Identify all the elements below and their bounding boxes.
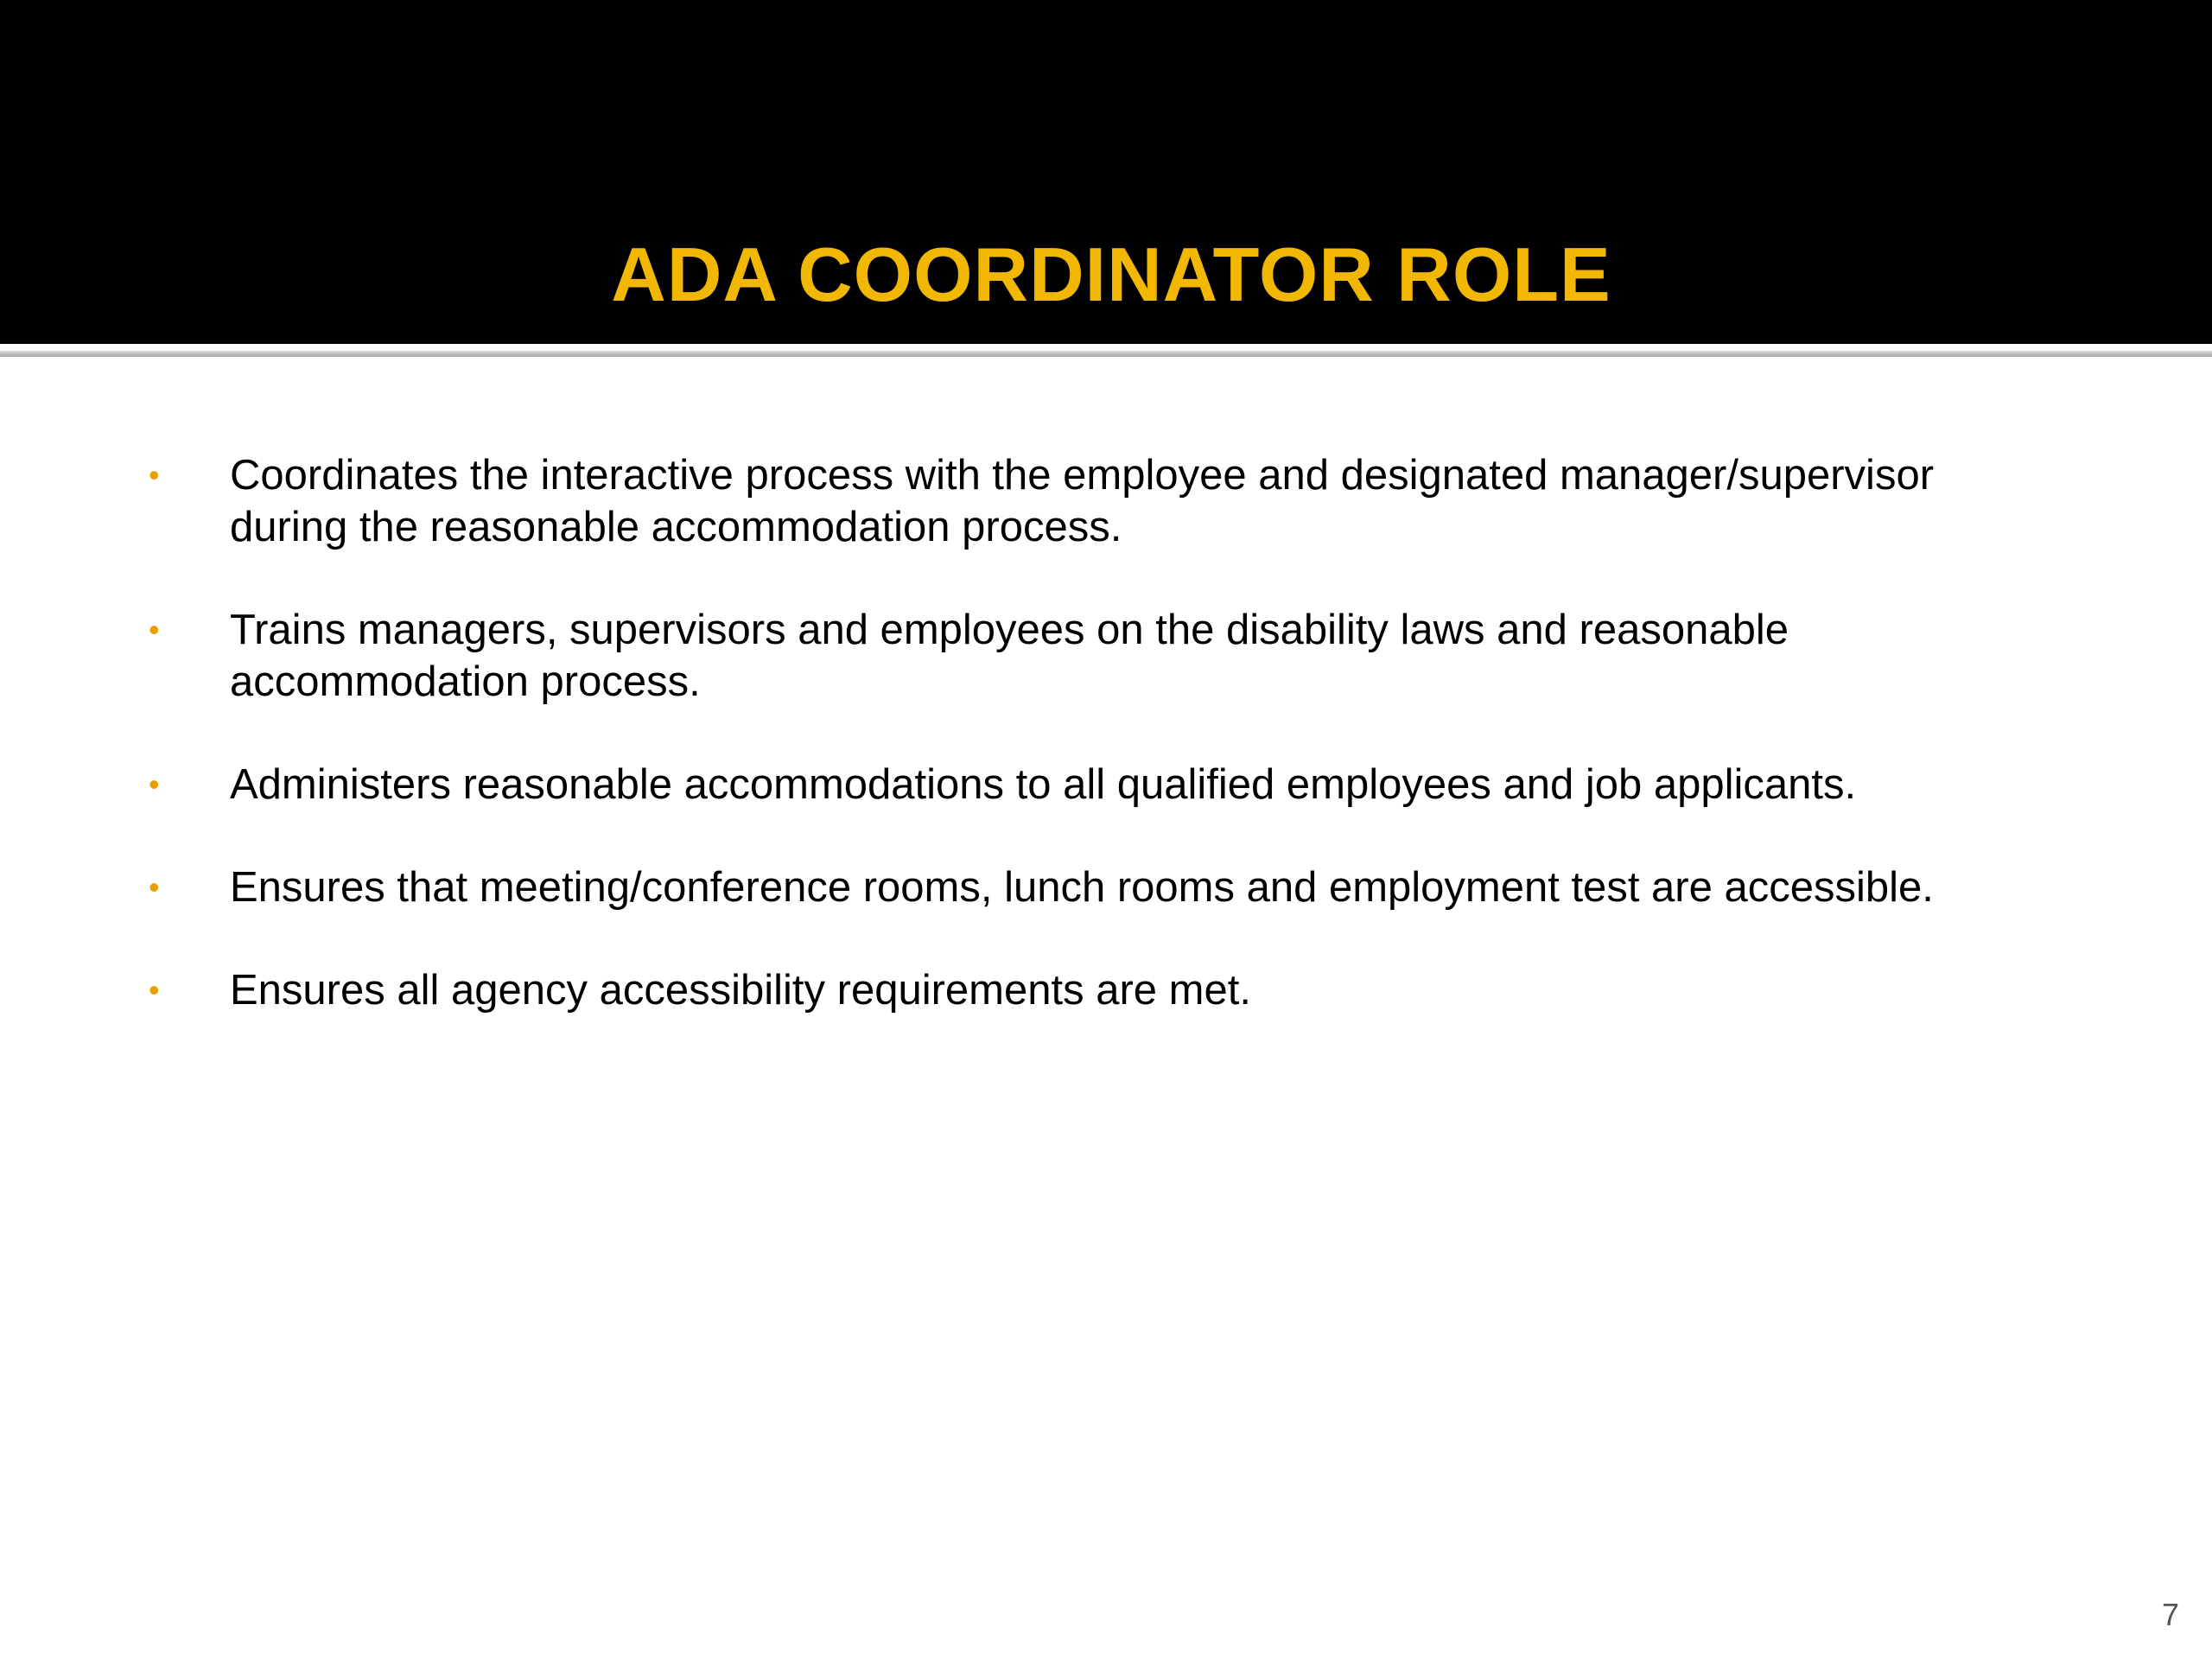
list-item xyxy=(0,759,2212,810)
list-item xyxy=(0,449,2212,553)
list-item xyxy=(0,964,2212,1016)
bullet-icon: • xyxy=(149,612,160,647)
bullet-text: Ensures all agency accessibility requirements are met. xyxy=(230,967,1251,1014)
bullet-text: Coordinates the interactive process with the employee and designated manager/supervisor during the reasonable accommodation process. xyxy=(230,452,1935,550)
bullet-text: Ensures that meeting/conference rooms, lunch rooms and employment test are accessible. xyxy=(230,864,1934,911)
bullet-icon: • xyxy=(149,766,160,802)
bullet-icon: • xyxy=(149,972,160,1007)
page-number: 7 xyxy=(2161,1597,2179,1632)
bullet-icon: • xyxy=(149,869,160,905)
bullet-list xyxy=(0,449,2212,1067)
bullet-text: Administers reasonable accommodations to all qualified employees and job applicants. xyxy=(230,761,1857,808)
bullet-icon: • xyxy=(149,457,160,493)
bullet-text: Trains managers, supervisors and employees on the disability laws and reasonable accommodation process. xyxy=(230,607,1789,705)
header-divider xyxy=(0,351,2212,357)
list-item xyxy=(0,861,2212,913)
list-item xyxy=(0,604,2212,708)
slide-title: ADA COORDINATOR ROLE xyxy=(611,232,1611,317)
divider-gap xyxy=(0,344,2212,351)
